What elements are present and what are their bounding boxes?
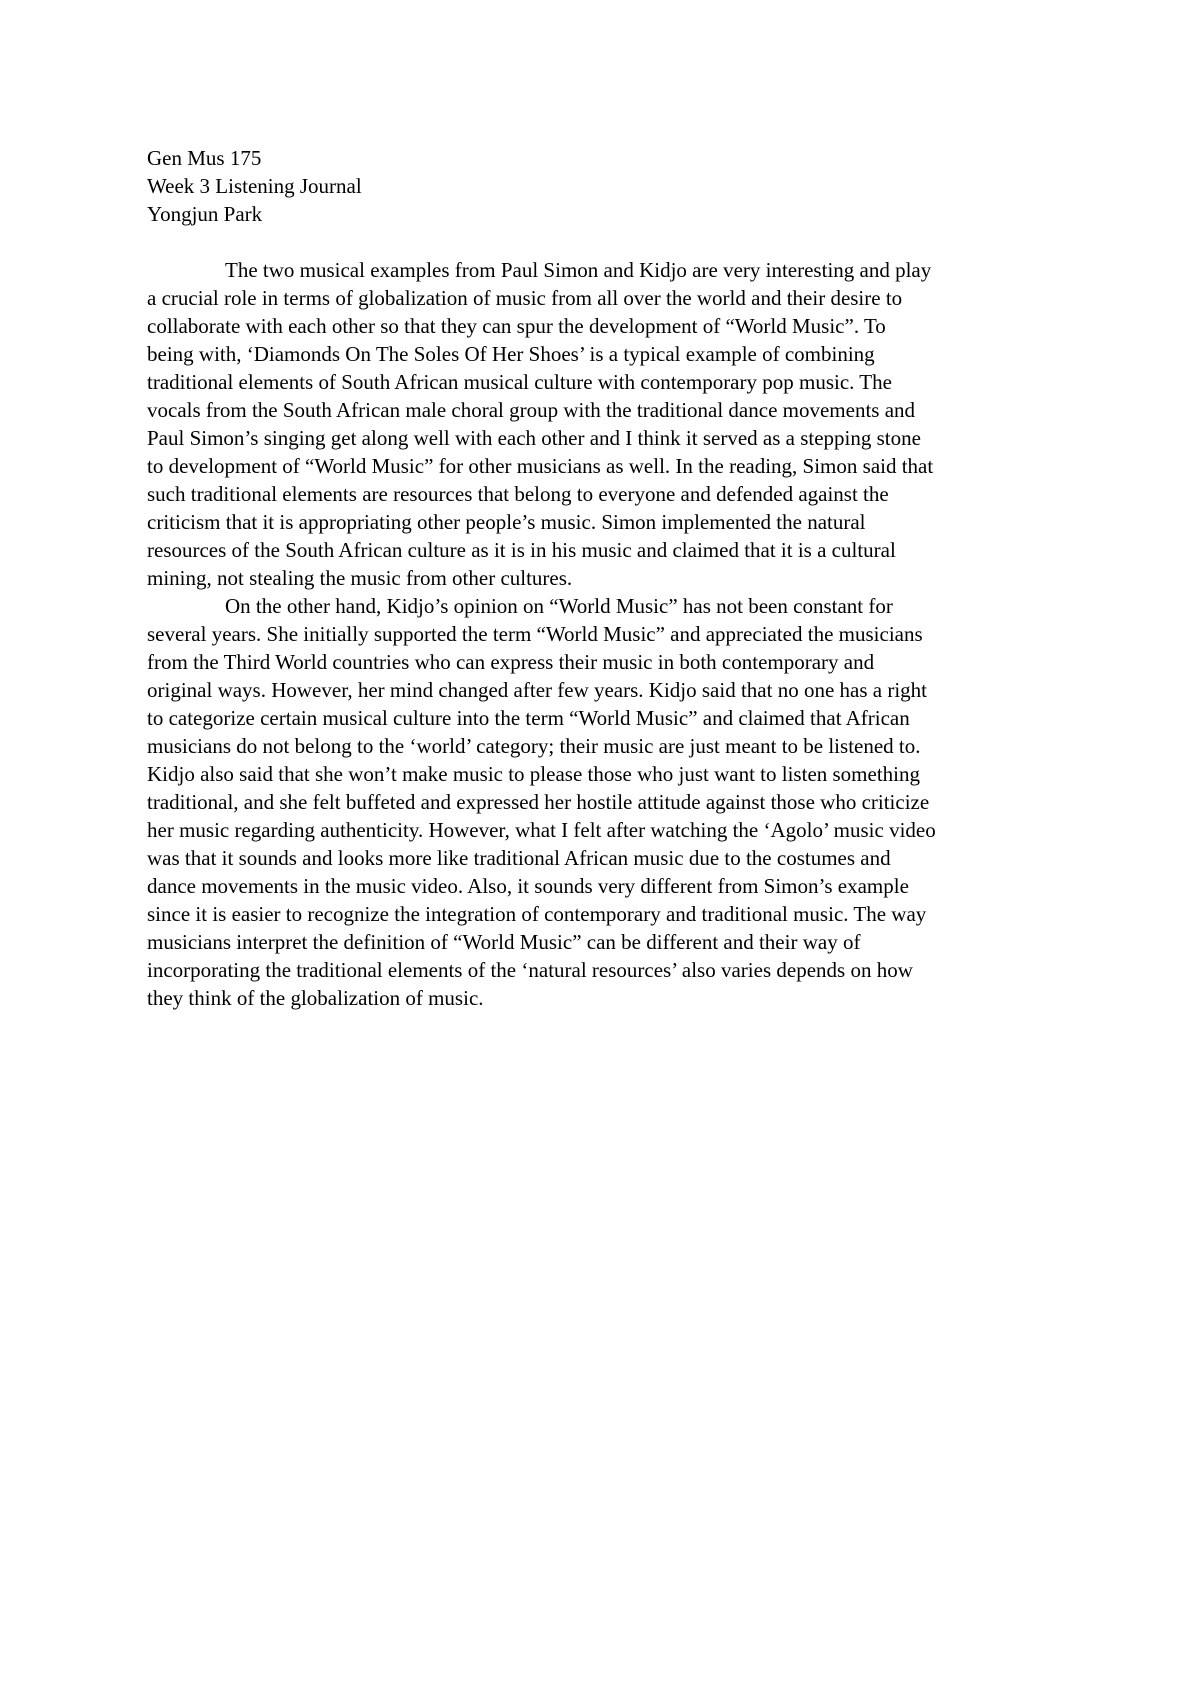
paragraph-line: to categorize certain musical culture into the term “World Music” and claimed that African <box>147 706 910 730</box>
paragraph-line: collaborate with each other so that they can spur the development of “World Music”. To <box>147 314 886 338</box>
paragraph-line: original ways. However, her mind changed after few years. Kidjo said that no one has a right <box>147 678 927 702</box>
paragraph-line: her music regarding authenticity. However, what I felt after watching the ‘Agolo’ music video <box>147 818 936 842</box>
paragraph-1 <box>147 256 1067 592</box>
paragraph-line: dance movements in the music video. Also, it sounds very different from Simon’s example <box>147 874 909 898</box>
header-spacer <box>147 228 1067 256</box>
paragraph-line: to development of “World Music” for other musicians as well. In the reading, Simon said that <box>147 454 934 478</box>
paragraph-line: Kidjo also said that she won’t make music to please those who just want to listen something <box>147 762 921 786</box>
paragraph-line: incorporating the traditional elements of the ‘natural resources’ also varies depends on how <box>147 958 913 982</box>
paragraph-line: such traditional elements are resources that belong to everyone and defended against the <box>147 482 889 506</box>
paragraph-line: traditional elements of South African musical culture with contemporary pop music. The <box>147 370 892 394</box>
paragraph-line: they think of the globalization of music. <box>147 986 484 1010</box>
paragraph-line: from the Third World countries who can express their music in both contemporary and <box>147 650 875 674</box>
paragraph-line: The two musical examples from Paul Simon and Kidjo are very interesting and play <box>225 258 932 282</box>
paragraph-line: mining, not stealing the music from other cultures. <box>147 566 573 590</box>
paragraph-line: resources of the South African culture as it is in his music and claimed that it is a cultural <box>147 538 896 562</box>
author-name: Yongjun Park <box>147 202 263 226</box>
assignment-title: Week 3 Listening Journal <box>147 174 362 198</box>
paragraph-line: a crucial role in terms of globalization of music from all over the world and their desire to <box>147 286 903 310</box>
paragraph-line: On the other hand, Kidjo’s opinion on “World Music” has not been constant for <box>225 594 893 618</box>
paragraph-line: being with, ‘Diamonds On The Soles Of Her Shoes’ is a typical example of combining <box>147 342 875 366</box>
paragraph-line: since it is easier to recognize the integration of contemporary and traditional music. The way <box>147 902 927 926</box>
course-name: Gen Mus 175 <box>147 146 262 170</box>
paragraph-line: vocals from the South African male choral group with the traditional dance movements and <box>147 398 916 422</box>
paragraph-line: Paul Simon’s singing get along well with each other and I think it served as a stepping stone <box>147 426 921 450</box>
paragraph-2 <box>147 592 1067 1012</box>
paragraph-line: criticism that it is appropriating other people’s music. Simon implemented the natural <box>147 510 866 534</box>
paragraph-line: was that it sounds and looks more like traditional African music due to the costumes and <box>147 846 891 870</box>
paragraph-line: traditional, and she felt buffeted and expressed her hostile attitude against those who criticize <box>147 790 930 814</box>
paragraph-line: several years. She initially supported the term “World Music” and appreciated the musicians <box>147 622 923 646</box>
paragraph-line: musicians interpret the definition of “World Music” can be different and their way of <box>147 930 861 954</box>
document-body <box>147 144 1067 1012</box>
paragraph-line: musicians do not belong to the ‘world’ category; their music are just meant to be listened to. <box>147 734 921 758</box>
